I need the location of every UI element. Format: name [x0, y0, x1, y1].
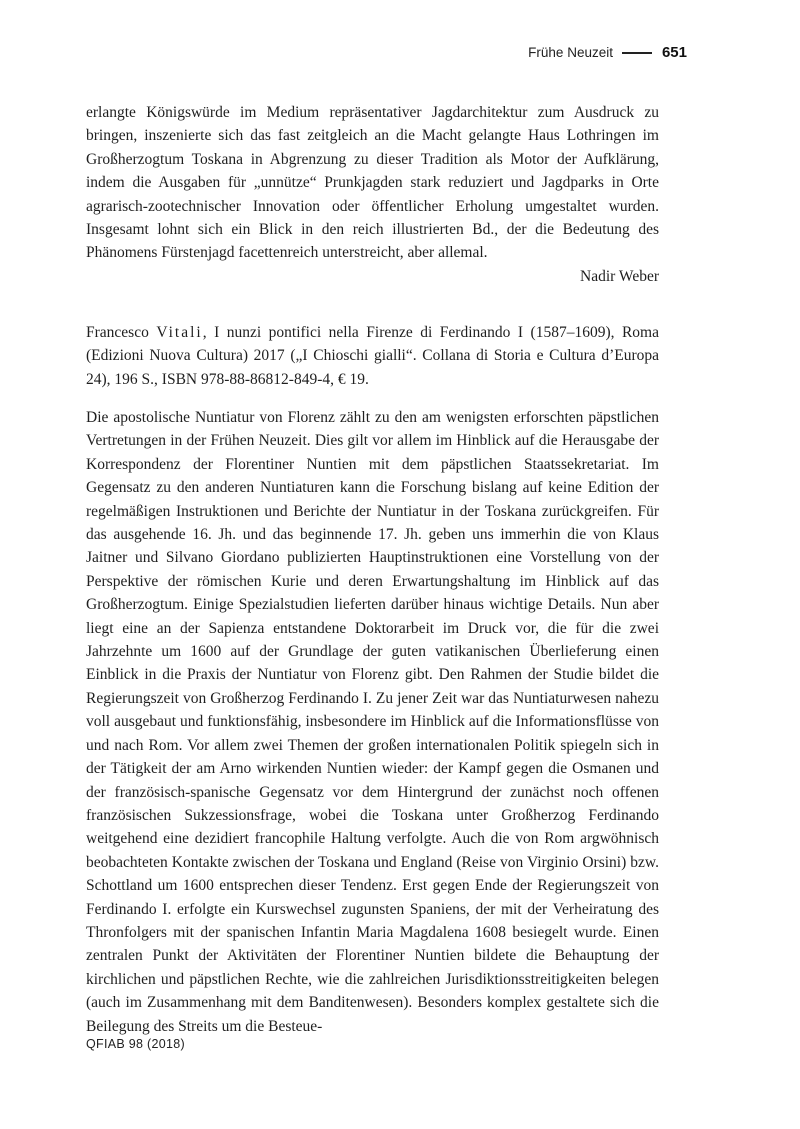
review-1-paragraph: erlangte Königswürde im Medium repräsentativer Jagdarchitektur zum Ausdruck zu bringen, inszenierte sich das fast zeitgleich an die Macht gelangte Haus Lothringen im Großherzogtum Toskana in Abgrenzung zu dieser Tradition als Motor der Aufklärung, indem die Ausgaben für „unnütze“ Prunkjagden stark reduziert und Jagdparks in Orte agrarisch-zootechnischer Innovation oder öffentlicher Erholung umgestaltet wurden. Insgesamt lohnt sich ein Blick in den reich illustrierten Bd., der die Bedeutung des Phänomens Fürstenjagd facettenreich unterstreicht, aber allemal.: [86, 104, 659, 262]
running-head: [528, 44, 687, 61]
citation-text: , I nunzi pontifici nella Firenze di Ferdinando I (1587–1609), Roma (Edizioni Nuova Cultura) 2017 („I Chioschi gialli“. Collana di Storia e Cultura d’Europa 24), 196 S., ISBN 978-88-86812-849-4, € 19.: [86, 324, 659, 388]
bibliographic-citation: [86, 321, 659, 391]
running-head-section: Frühe Neuzeit: [528, 45, 613, 60]
author-last-name: Vitali: [156, 324, 203, 341]
review-2: [86, 406, 659, 1038]
review-2-paragraph: Die apostolische Nuntiatur von Florenz zählt zu den am wenigsten erforschten päpstlichen Vertretungen in der Frühen Neuzeit. Dies gilt vor allem im Hinblick auf die Herausgabe der Korrespondenz der Florentiner Nuntien mit dem päpstlichen Staatssekretariat. Im Gegensatz zu den anderen Nuntiaturen kann die Forschung bislang auf keine Edition der regelmäßigen Instruktionen und Berichte der Nuntiatur in der Toskana zurückgreifen. Für das ausgehende 16. Jh. und das beginnende 17. Jh. geben uns immerhin die von Klaus Jaitner und Silvano Giordano publizierten Hauptinstruktionen eine Vorstellung von der Perspektive der römischen Kurie und deren Erwartungshaltung im Hinblick auf das Großherzogtum. Einige Spezialstudien lieferten darüber hinaus wichtige Details. Nun aber liegt eine an der Sapienza entstandene Doktorarbeit im Druck vor, die für die zwei Jahrzehnte um 1600 auf der Grundlage der guten vatikanischen Überlieferung einen Einblick in die Praxis der Nuntiatur von Florenz gibt. Den Rahmen der Studie bildet die Regierungszeit von Großherzog Ferdinando I. Zu jener Zeit war das Nuntiaturwesen nahezu voll ausgebaut und funktionsfähig, insbesondere im Hinblick auf die Informationsflüsse von und nach Rom. Vor allem zwei Themen der großen internationalen Politik spiegeln sich in der Tätigkeit der am Arno wirkenden Nuntien wieder: der Kampf gegen die Osmanen und der französisch-spanische Gegensatz vor dem Hintergrund der zunächst noch offenen französischen Sukzessionsfrage, wobei die Toskana unter Großherzog Ferdinando weitgehend eine dezidiert francophile Haltung verfolgte. Auch die von Rom argwöhnisch beobachteten Kontakte zwischen der Toskana und England (Reise von Virginio Orsini) bzw. Schottland um 1600 entsprechen dieser Tendenz. Erst gegen Ende der Regierungszeit von Ferdinando I. erfolgte ein Kurswechsel zugunsten Spaniens, der mit der Verheiratung des Thronfolgers mit der spanischen Infantin Maria Magdalena 1608 besiegelt wurde. Einen zentralen Punkt der Aktivitäten der Florentiner Nuntien bildete die Behauptung der kirchlichen und päpstlichen Rechte, wie die zahlreichen Jurisdiktionsstreitigkeiten belegen (auch im Zusammenhang mit dem Banditenwesen). Besonders komplex gestaltete sich die Beilegung des Streits um die Besteue-: [86, 409, 659, 1035]
reviewer-name: Nadir Weber: [580, 267, 659, 285]
page-number: 651: [661, 44, 687, 61]
review-1: [86, 101, 659, 288]
running-head-rule: [622, 52, 652, 54]
bibliographic-entry: [86, 321, 659, 391]
author-first-name: Francesco: [86, 324, 149, 341]
journal-footer: QFIAB 98 (2018): [86, 1037, 185, 1051]
